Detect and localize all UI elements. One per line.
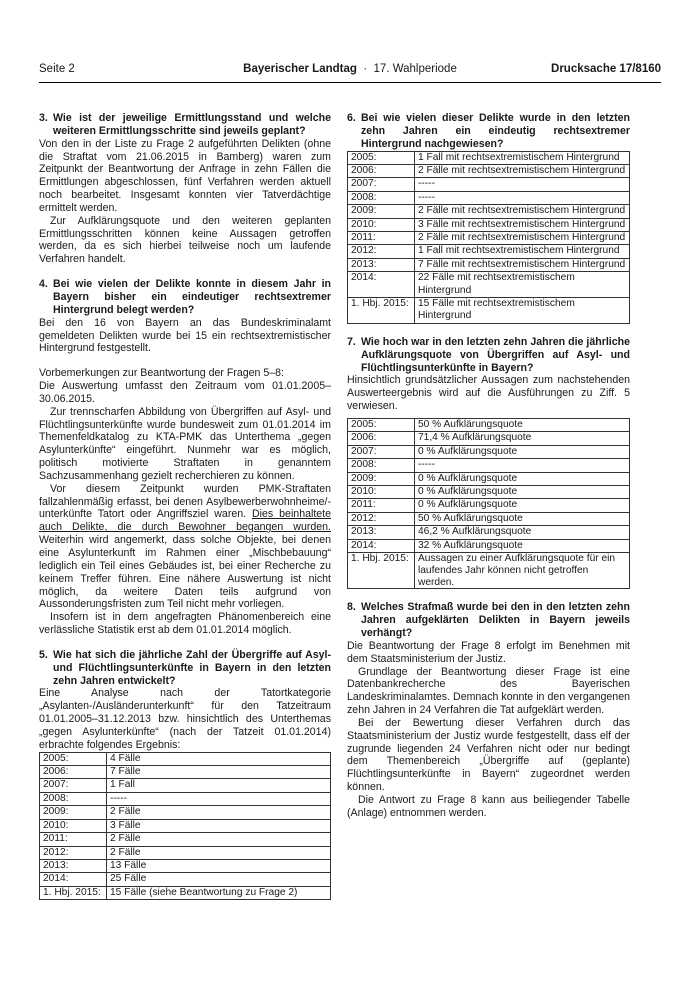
table-cell-period: 1. Hbj. 2015: [348,298,415,324]
question-text: Wie ist der jeweilige Ermittlungsstand und welche weiteren Ermittlungsschritte sind jeweils geplant? [53,112,331,137]
table-cell-value: 46,2 % Aufklärungsquote [415,526,630,539]
question-number: 4. [39,278,48,291]
table-cell-value: 13 Fälle [107,859,331,872]
answer-paragraph [39,483,331,611]
table-row [40,766,331,779]
table-cell-value: 0 % Aufklärungsquote [415,445,630,458]
answer-paragraph: Insofern ist in dem angefragten Phänomenbereich eine verlässliche Statistik erst ab dem 01.01.2014 möglich. [39,611,331,637]
table-row [40,779,331,792]
table-row [348,151,630,164]
table-row [348,245,630,258]
question-6 [347,112,630,151]
left-column [39,112,331,900]
table-cell-value: ----- [415,191,630,204]
question-number: 6. [347,112,356,124]
table-cell-period: 2011: [348,499,415,512]
table-cell-value: 32 % Aufklärungsquote [415,539,630,552]
table-cell-value: 15 Fälle (siehe Beantwortung zu Frage 2) [107,886,331,899]
table-clearance-rate [347,418,630,589]
table-cell-period: 2007: [40,779,107,792]
table-cell-value: 1 Fall mit rechtsextremistischem Hintergrund [415,245,630,258]
table-cell-value: 7 Fälle mit rechtsextremistischem Hintergrund [415,258,630,271]
table-cell-value: 2 Fälle mit rechtsextremistischem Hintergrund [415,231,630,244]
table-cell-value: 15 Fälle mit rechtsextremistischem Hintergrund [415,298,630,324]
question-number: 5. [39,648,48,661]
table-row [348,418,630,431]
table-row [348,272,630,298]
table-cell-period: 2006: [40,766,107,779]
answer-paragraph: Von den in der Liste zu Frage 2 aufgeführten Delikten (ohne die Straftat vom 21.06.2015 in Bamberg) waren zum Zeitpunkt der Beantwortung der Anfrage in zehn Fällen die Ermittlungen abgeschlossen, fünf Verfahren werden aktuell noch bearbeitet. Insgesamt konnten vier Tatverdächtige ermittelt werden. [39,137,331,214]
answer-paragraph: Die Auswertung umfasst den Zeitraum vom 01.01.2005–30.06.2015. [39,380,331,405]
answer-paragraph: Bei den 16 von Bayern an das Bundeskriminalamt gemeldeten Delikten wurde bei 15 ein rechtsextremistischer Hintergrund festgestellt. [39,316,331,355]
question-4 [39,278,331,317]
table-cell-value: 0 % Aufklärungsquote [415,472,630,485]
answer-paragraph: Zur Aufklärungsquote und den weiteren geplanten Ermittlungsschritten können keine Aussagen getroffen werden, da es sich hierbei teilweise noch um laufende Verfahren handelt. [39,214,331,266]
table-cell-value: 2 Fälle [107,833,331,846]
table-row [348,432,630,445]
answer-paragraph: Zur trennscharfen Abbildung von Übergriffen auf Asyl- und Flüchtlingsunterkünfte wurde bundesweit zum 01.01.2014 im Themenfeldkatalog zu KTA-PMK das Unterthema „gegen Asylunterkünfte“ eingeführt. Nunmehr war es möglich, politisch motivierte Straftaten in genanntem Sachzusammenhang gezielt recherchieren zu können. [39,405,331,482]
question-text: Bei wie vielen dieser Delikte wurde in den letzten zehn Jahren ein eindeutig rechtsextremer Hintergrund nachgewiesen? [361,112,630,150]
table-cell-value: 3 Fälle [107,819,331,832]
table-cell-period: 2012: [348,245,415,258]
table-cell-period: 2009: [348,205,415,218]
table-cell-value: Aussagen zu einer Aufklärungsquote für ein laufendes Jahr können nicht getroffen werden. [415,552,630,588]
table-row [348,298,630,324]
table-cell-period: 2013: [348,526,415,539]
preliminary-title: Vorbemerkungen zur Beantwortung der Fragen 5–8: [39,367,284,380]
table-row [348,485,630,498]
table-row [40,819,331,832]
legislative-period: 17. Wahlperiode [373,63,457,75]
table-cell-value: 0 % Aufklärungsquote [415,499,630,512]
table-cell-period: 1. Hbj. 2015: [40,886,107,899]
table-cell-period: 2012: [40,846,107,859]
question-3 [39,112,331,138]
right-column [347,112,630,820]
table-cell-period: 2014: [348,539,415,552]
table-row [40,859,331,872]
table-row [348,539,630,552]
table-row [40,833,331,846]
table-row [348,218,630,231]
table-cell-period: 1. Hbj. 2015: [348,552,415,588]
table-cell-value: 2 Fälle mit rechtsextremistischem Hintergrund [415,164,630,177]
table-cell-period: 2005: [40,752,107,765]
table-cell-period: 2009: [348,472,415,485]
table-cell-period: 2011: [348,231,415,244]
table-cell-value: 50 % Aufklärungsquote [415,418,630,431]
question-7 [347,336,630,375]
table-row [40,806,331,819]
table-cell-period: 2007: [348,445,415,458]
table-row [348,205,630,218]
table-cell-period: 2008: [348,459,415,472]
text-run: Vor diesem Zeitpunkt wurden PMK-Straftaten fallzahlenmäßig erfasst, bei denen Asylbewerberwohnheime/-unterkünfte Tatort oder Angriffsziel waren. [39,482,331,521]
separator: · [363,63,368,75]
question-number: 7. [347,335,356,348]
table-row [348,178,630,191]
table-extremist-background [347,151,630,324]
table-cell-period: 2006: [348,432,415,445]
table-row [40,752,331,765]
table-row [348,552,630,588]
table-cases-per-year [39,752,331,900]
table-row [40,886,331,899]
answer-paragraph: Bei der Bewertung dieser Verfahren durch das Staatsministerium der Justiz wurde festgestellt, dass elf der zugrunde liegenden 24 Verfahren nicht oder nur bedingt dem Themenbereich „Übergriffe auf (geplante) Flüchtlingsunterkünfte in Bayern“ zugeordnet werden können. [347,716,630,794]
table-cell-period: 2008: [40,792,107,805]
page-header [39,63,661,79]
question-number: 8. [347,601,356,614]
question-5 [39,649,331,688]
table-cell-period: 2014: [348,272,415,298]
table-cell-value: 25 Fälle [107,873,331,886]
institution: Bayerischer Landtag [243,63,357,75]
table-cell-value: 1 Fall [107,779,331,792]
table-cell-period: 2005: [348,418,415,431]
question-text: Wie hat sich die jährliche Zahl der Übergriffe auf Asyl- und Flüchtlingsunterkünfte in Bayern in den letzten zehn Jahren entwickelt? [53,648,331,687]
table-cell-value: 0 % Aufklärungsquote [415,485,630,498]
table-cell-value: 1 Fall mit rechtsextremistischem Hintergrund [415,151,630,164]
question-number: 3. [39,112,48,124]
document-number: Drucksache 17/8160 [551,63,661,75]
table-cell-value: ----- [415,178,630,191]
answer-paragraph: Die Beantwortung der Frage 8 erfolgt im Benehmen mit dem Staatsministerium der Justiz. [347,639,630,665]
table-cell-value: 4 Fälle [107,752,331,765]
table-cell-period: 2013: [40,859,107,872]
table-cell-period: 2010: [348,218,415,231]
answer-paragraph: Eine Analyse nach der Tatortkategorie „Asylanten-/Ausländerunterkunft“ für den Tatzeitraum 01.01.2005–31.12.2013 bzw. hinsichtlich des Unterthemas „gegen Asylunterkünfte“ (nach der Tatzeit 01.01.2014) erbrachte folgendes Ergebnis: [39,687,331,751]
answer-paragraph: Hinsichtlich grundsätzlicher Aussagen zum nachstehenden Auswerteergebnis wird auf die Ausführungen zu Ziff. 5 verwiesen. [347,374,630,413]
header-rule [39,82,661,83]
table-cell-value: 2 Fälle mit rechtsextremistischem Hintergrund [415,205,630,218]
page-number: Seite 2 [39,63,75,75]
table-cell-value: 3 Fälle mit rechtsextremistischem Hintergrund [415,218,630,231]
table-cell-period: 2006: [348,164,415,177]
table-row [348,512,630,525]
table-row [348,472,630,485]
table-cell-value: 50 % Aufklärungsquote [415,512,630,525]
table-cell-period: 2009: [40,806,107,819]
table-cell-value: 2 Fälle [107,806,331,819]
table-cell-value: 71,4 % Aufklärungsquote [415,432,630,445]
table-cell-value: 22 Fälle mit rechtsextremistischem Hintergrund [415,272,630,298]
table-row [348,445,630,458]
table-row [40,873,331,886]
table-cell-value: ----- [415,459,630,472]
table-cell-period: 2012: [348,512,415,525]
question-text: Wie hoch war in den letzten zehn Jahren die jährliche Aufklärungsquote von Übergriffen auf Asyl- und Flüchtlingsunterkünfte in Bayern? [361,335,630,374]
table-cell-period: 2007: [348,178,415,191]
table-row [348,526,630,539]
answer-paragraph: Die Antwort zu Frage 8 kann aus beiliegender Tabelle (Anlage) entnommen werden. [347,793,630,819]
question-text: Welches Strafmaß wurde bei den in den letzten zehn Jahren aufgeklärten Delikten in Bayern jeweils verhängt? [361,601,630,640]
table-cell-period: 2013: [348,258,415,271]
table-row [348,231,630,244]
table-cell-period: 2014: [40,873,107,886]
table-cell-value: ----- [107,792,331,805]
table-row [348,258,630,271]
table-cell-period: 2010: [40,819,107,832]
table-cell-period: 2010: [348,485,415,498]
table-cell-value: 2 Fälle [107,846,331,859]
table-row [348,191,630,204]
table-cell-period: 2005: [348,151,415,164]
answer-paragraph: Grundlage der Beantwortung dieser Frage ist eine Datenbankrecherche des Bayerischen Landeskriminalamtes. Demnach konnte in den vergangenen zehn Jahren in 24 Verfahren die Tat aufgeklärt werden. [347,665,630,717]
table-cell-value: 7 Fälle [107,766,331,779]
table-row [348,459,630,472]
question-text: Bei wie vielen der Delikte konnte in diesem Jahr in Bayern bisher ein eindeutiger rechtsextremer Hintergrund belegt werden? [53,278,331,316]
table-row [348,164,630,177]
table-cell-period: 2011: [40,833,107,846]
text-run: Weiterhin wird angemerkt, dass solche Objekte, bei denen eine Asylunterkunft im Rahmen einer „Mischbebauung“ lediglich ein Teil eines Gebäudes ist, bei einer Recherche zu keinem Treffer führen. Eine nähere Auswertung ist nicht möglich, da weitere Daten teils aufgrund von Aussonderungsfristen zum Teil nicht mehr vorliegen. [39,534,331,611]
table-row [348,499,630,512]
question-8 [347,601,630,640]
table-row [40,846,331,859]
underlined-text: Dies beinhaltete auch Delikte, die durch Bewohner begangen wurden. [39,508,331,534]
table-row [40,792,331,805]
table-cell-period: 2008: [348,191,415,204]
